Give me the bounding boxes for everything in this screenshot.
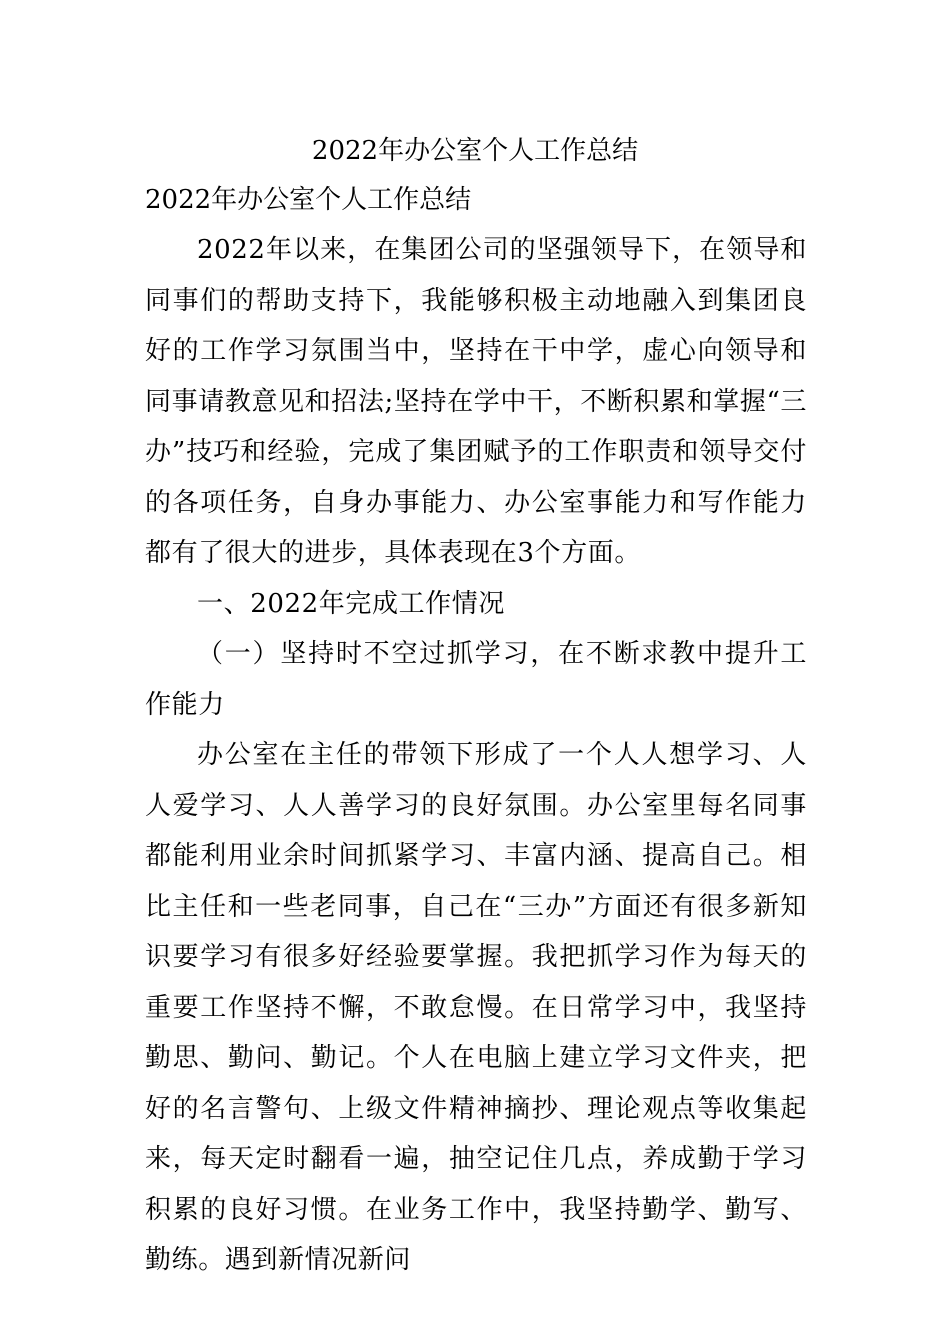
section-heading: 一、2022年完成工作情况 bbox=[197, 588, 505, 619]
subsection-heading: （一）坚持时不空过抓学习，在不断求教中提升工作能力 bbox=[145, 639, 807, 720]
intro-paragraph: 2022年以来，在集团公司的坚强领导下，在领导和同事们的帮助支持下，我能够积极主动地融入到集团良好的工作学习氛围当中，坚持在干中学，虚心向领导和同事请教意见和招法;坚持在学中干，不断积累和掌握“三办”技巧和经验，完成了集团赋予的工作职责和领导交付的各项任务，自身办事能力、办公室事能力和写作能力都有了很大的进步，具体表现在3个方面。 bbox=[145, 235, 807, 568]
document-subtitle: 2022年办公室个人工作总结 bbox=[145, 185, 472, 215]
body-paragraph: 办公室在主任的带领下形成了一个人人想学习、人人爱学习、人人善学习的良好氛围。办公室里每名同事都能利用业余时间抓紧学习、丰富内涵、提高自己。相比主任和一些老同事，自己在“三办”方面还有很多新知识要学习有很多好经验要掌握。我把抓学习作为每天的重要工作坚持不懈，不敢怠慢。在日常学习中，我坚持勤思、勤问、勤记。个人在电脑上建立学习文件夹，把好的名言警句、上级文件精神摘抄、理论观点等收集起来，每天定时翻看一遍，抽空记住几点，养成勤于学习积累的良好习惯。在业务工作中，我坚持勤学、勤写、勤练。遇到新情况新问 bbox=[145, 740, 807, 1275]
document-title: 2022年办公室个人工作总结 bbox=[311, 136, 639, 166]
document-body bbox=[145, 225, 807, 1286]
